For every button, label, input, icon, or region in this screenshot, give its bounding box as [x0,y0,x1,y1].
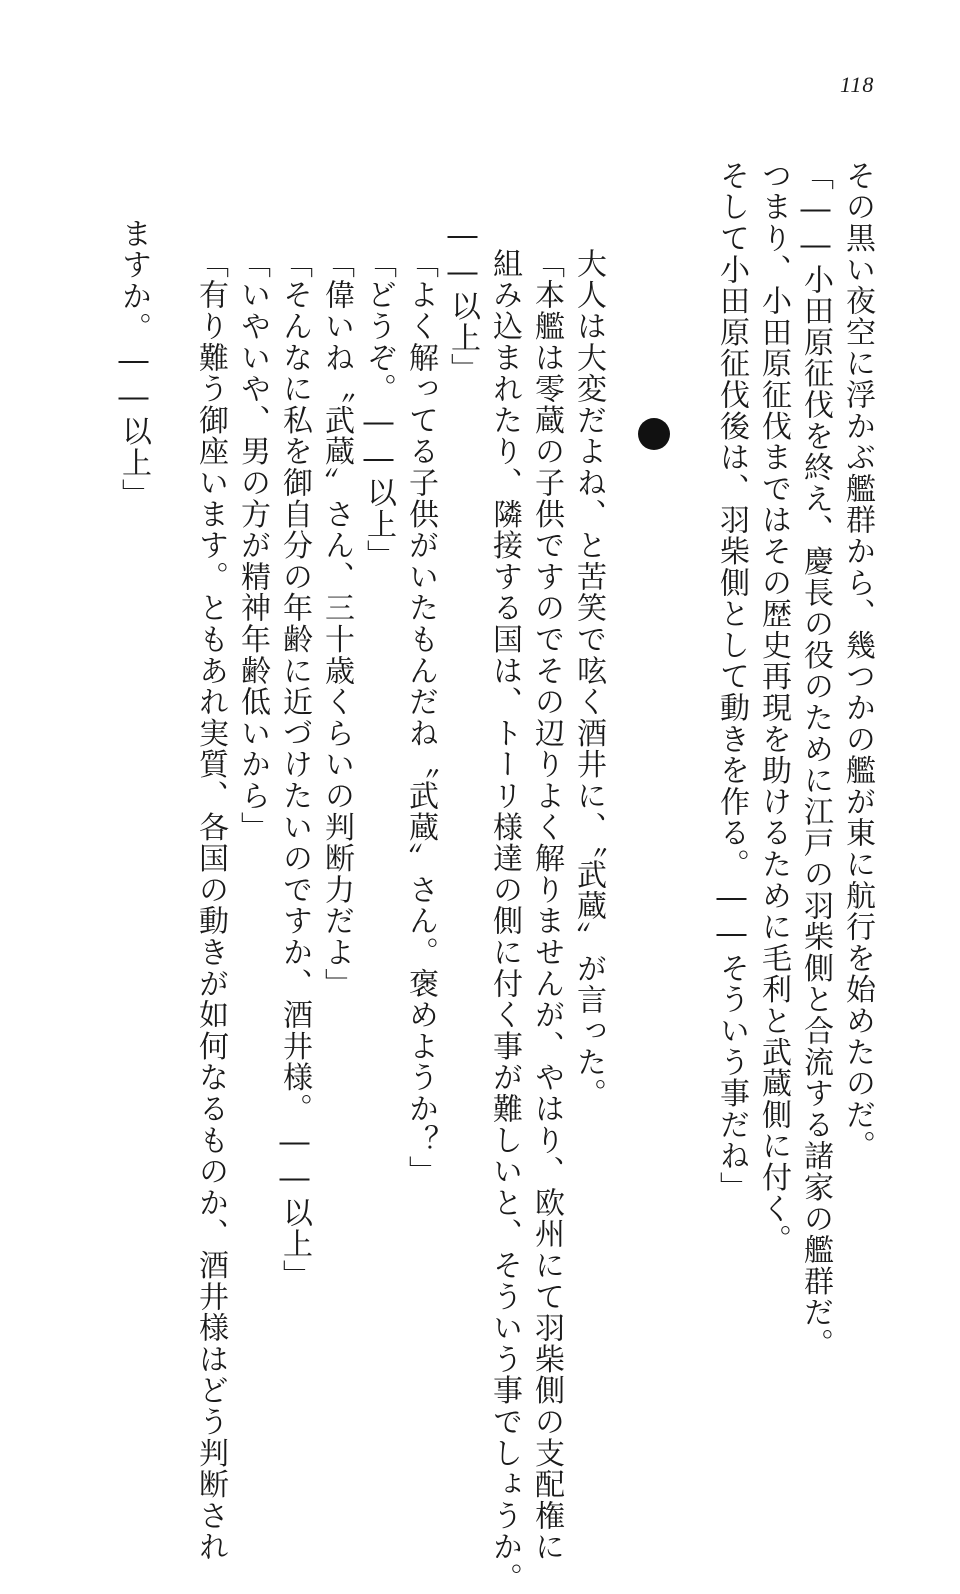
text-column-9: 「よく解ってる子供がいたもんだね〝武蔵〟さん。褒めようか？」 [403,248,438,1187]
page-number: 118 [840,72,875,97]
text-column-7: 組み込まれたり、隣接する国は、トーリ様達の側に付く事が難しいと、そういう事でしょうか。 [487,248,522,1594]
text-column-12: 「そんなに私を御自分の年齢に近づけたいのですか、酒井様。――以上」 [277,248,312,1291]
text-column-14: 「有り難う御座います。ともあれ実質、各国の動きが如何なるものか、酒井様はどう判断され [193,248,228,1563]
text-column-8: ――以上」 [445,218,480,385]
text-column-1: その黒い夜空に浮かぶ艦群から、幾つかの艦が東に航行を始めたのだ。 [840,160,875,1162]
text-column-4: そして小田原征伐後は、羽柴側として動きを作る。――そういう事だね」 [714,160,749,1203]
text-column-6: 「本艦は零蔵の子供ですのでその辺りよく解りませんが、やはり、欧州にて羽柴側の支配権に [529,248,564,1563]
text-column-15: ますか。――以上」 [116,218,151,510]
text-column-3: つまり、小田原征伐まではその歴史再現を助けるために毛利と武蔵側に付く。 [756,160,791,1256]
section-break-dot [638,418,670,450]
text-column-10: 「どうぞ。――以上」 [361,248,396,571]
text-column-5: 大人は大変だよね、と苦笑で呟く酒井に、〝武蔵〟が言った。 [571,248,606,1110]
text-column-13: 「いやいや、男の方が精神年齢低いから」 [235,248,270,843]
text-column-2: 「――小田原征伐を終え、慶長の役のために江戸の羽柴側と合流する諸家の艦群だ。 [798,160,833,1360]
text-column-11: 「偉いね〝武蔵〟さん、三十歳くらいの判断力だよ」 [319,248,354,1000]
